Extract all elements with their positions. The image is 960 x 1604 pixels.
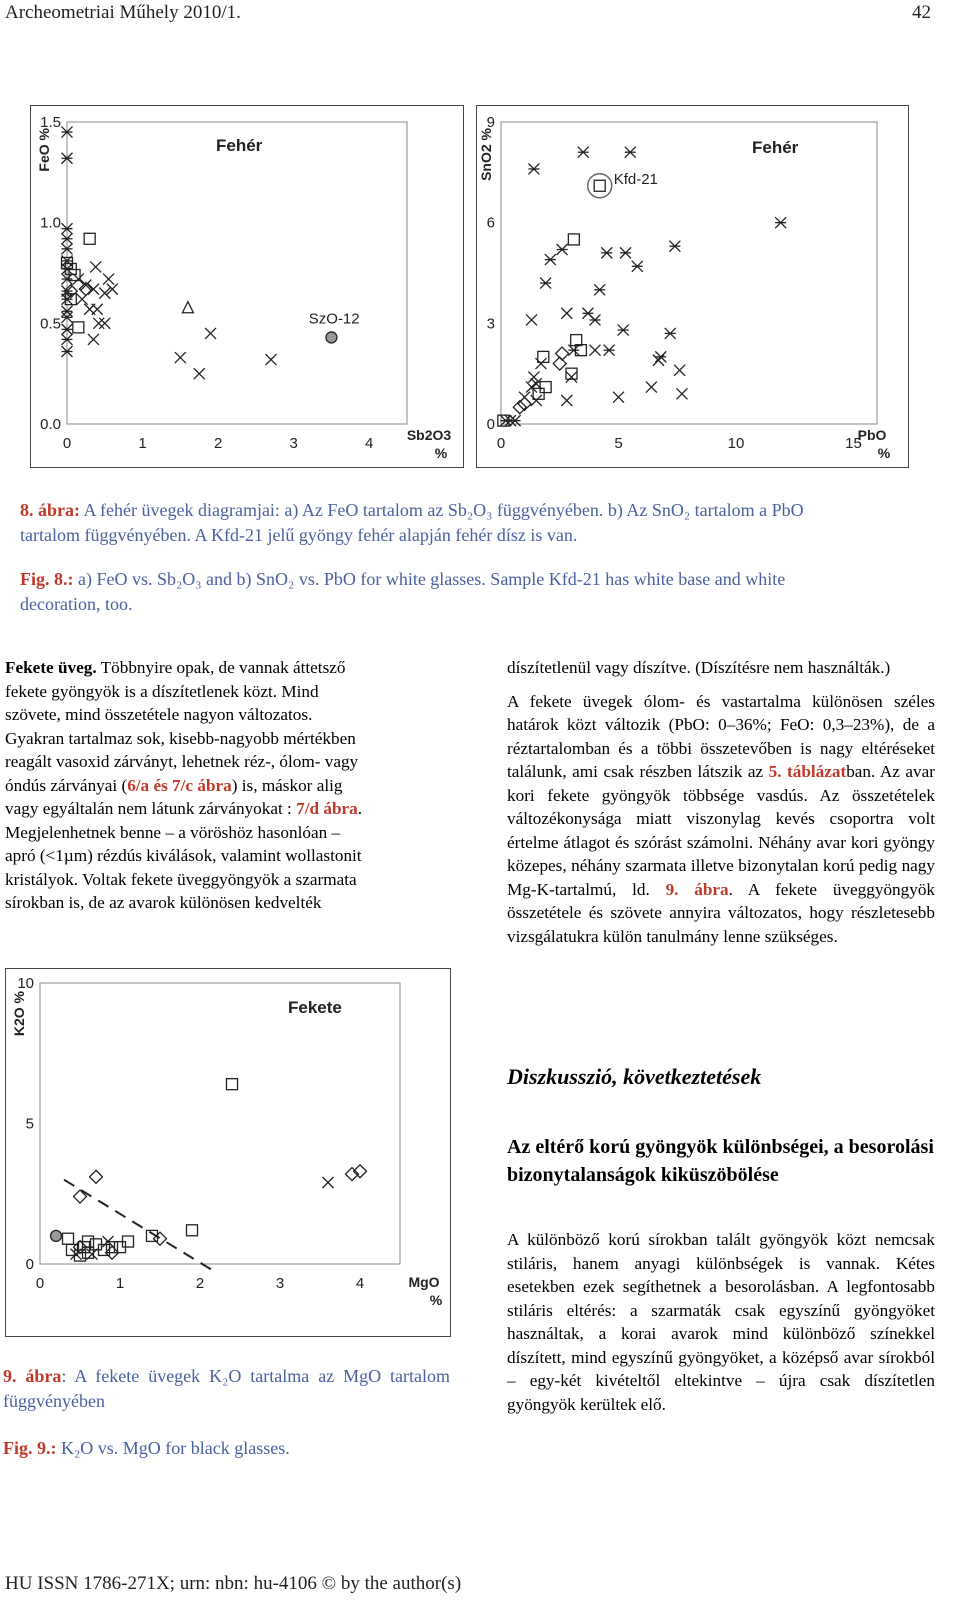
x-tick-label: 10 [727,435,745,452]
figure-9-label: 9. ábra [3,1366,62,1386]
page-number: 42 [912,2,931,23]
x-point [590,345,601,356]
text-line: Többnyire opak, de vannak áttetsző [100,658,346,677]
square-point [594,180,605,191]
x-tick-label: 1 [115,1275,125,1292]
x-axis-label: PbO [857,427,887,443]
star-point [632,261,643,272]
x-tick-label: 4 [365,435,374,452]
chart-title: Fekete [288,998,342,1017]
star-point [528,163,539,174]
footer-issn: HU ISSN 1786-271X; urn: nbn: hu-4106 © by the author(s) [5,1573,462,1594]
figure-reference[interactable]: 6/a és 7/c ábra [127,775,232,795]
x-point [323,1177,334,1188]
square-point [568,234,579,245]
table-reference[interactable]: 5. táblázat [768,762,847,781]
figure-9-caption-hu-text: : A fekete üvegek K₂O tartalma az MgO tartalom függvényében [3,1366,451,1411]
x-point [92,304,103,315]
x-point [175,352,186,363]
x-point [194,368,205,379]
right-column-text [507,656,935,958]
x-tick-label: 2 [195,1275,205,1292]
star-point [578,147,589,158]
y-tick-label: 0.5 [40,315,61,333]
plot-area [67,122,407,424]
plot-area [40,983,400,1264]
star-point [540,278,551,289]
star-point [655,351,666,362]
annotation-label: SzO-12 [308,310,360,328]
chart-8a [30,105,464,468]
chart-9 [5,968,451,1337]
text-line: ) is, máskor alig [231,775,343,795]
text-line: . [357,799,363,818]
x-point [535,358,546,369]
x-axis-unit: % [434,445,448,461]
x-axis-unit: % [877,445,891,461]
y-axis-label: SnO2 % [478,128,494,181]
plot-area [501,122,877,424]
square-point [187,1225,198,1236]
y-axis-label: K2O % [11,991,27,1037]
text-line: fekete gyöngyök is a díszítetlenek közt. Mind [5,681,319,701]
paragraph [507,690,935,949]
x-tick-label: 3 [275,1275,285,1292]
x-tick-label: 2 [213,435,223,452]
y-tick-label: 3 [486,315,495,333]
y-tick-label: 5 [25,1115,34,1133]
square-point [63,1233,74,1244]
x-point [73,274,84,285]
x-axis-unit: % [429,1292,443,1308]
square-point [84,233,95,244]
x-tick-label: 0 [35,1275,45,1292]
chart-8a-svg [31,106,463,467]
circle-point [326,332,337,343]
figure-8-caption-en-line1: a) FeO vs. Sb₂O₃ and b) SnO₂ vs. PbO for white glasses. Sample Kfd-21 has white base and white [78,569,786,589]
diamond-point [553,357,566,370]
diamond-point [556,347,569,360]
x-point [103,274,114,285]
x-tick-label: 1 [138,435,147,452]
highlight-circle [588,174,612,198]
y-tick-label: 10 [17,975,34,992]
text-line: óndús zárványai ( [5,775,128,795]
star-point [604,345,615,356]
star-point [620,247,631,258]
star-point [545,254,556,265]
subsection-title: Az eltérő korú gyöngyök különbségei, a besorolási bizonytalanságok kiküszöbölése [507,1136,934,1186]
x-tick-label: 0 [62,435,72,452]
figure-9-caption-en-text: K₂O vs. MgO for black glasses. [61,1438,290,1458]
x-point [674,365,685,376]
annotation-label: Kfd-21 [613,170,658,188]
y-tick-label: 9 [486,114,495,131]
x-point [561,308,572,319]
x-point [613,392,624,403]
x-tick-label: 15 [845,435,862,452]
text-line: Megjelenhetnek benne – a vöröshöz hasonlóan – [5,822,341,842]
paragraph-lead: Fekete üveg. [5,658,97,677]
x-point [526,314,537,325]
x-axis-label: Sb2O3 [406,427,452,443]
text-line: szövete, mind összetétele nagyon változatos. [5,705,313,724]
chart-title: Fehér [752,138,799,157]
paragraph-text: ban. Az avar kori fekete gyöngyök többsége vasdús. Az összetételek változékonysága miatt viszonylag kevés csoportra volt értelme átlagot és szórást számolni. Néhány avar kori gyöngy közepes, néhány szarmata illetve bizonytalan korú pedig nagy Mg-K-tartalmú, ld. [507,762,935,899]
star-point [557,244,568,255]
paragraph: díszítetlenül vagy díszítve. (Díszítésre nem használták.) [507,658,891,677]
star-point [568,345,579,356]
figure-reference[interactable]: 9. ábra [665,879,729,899]
paragraph-text: . A fekete üveggyöngyök összetétele és szövete annyira változatos, hogy részletesebb vizsgálatukra külön tanulmány lenne szükséges. [507,879,936,946]
square-point [73,322,84,333]
star-point [594,284,605,295]
x-point [646,382,657,393]
fig-9-label: Fig. 9.: [3,1438,57,1458]
x-point [266,354,277,365]
paragraph-text: A fekete üvegek ólom- és vastartalma különösen széles határok közt változik (PbO: 0–36%; FeO: 0,3–23%), de a réztartalomban és a többi összetevőben is nagy eltéréseket találunk, ami csak részben látszik az [507,691,935,781]
text-line: kristályok. Voltak fekete üveggyöngyök a szarmata [5,869,357,889]
figure-reference[interactable]: 7/d ábra [296,799,358,818]
chart-8b [476,105,909,468]
diamond-point [154,1232,167,1245]
y-tick-label: 1.5 [40,114,61,131]
x-point [90,261,101,272]
text-line: reagált vasoxid zárványt, lehetnek réz-, ólom- vagy [5,752,359,771]
x-axis-label: MgO [408,1274,440,1290]
journal-header: Archeometriai Műhely 2010/1. [5,2,241,23]
x-point [561,395,572,406]
text-line: vagy egyáltalán nem látunk zárványokat : [5,799,297,818]
square-point [227,1079,238,1090]
x-point [99,318,110,329]
x-tick-label: 3 [289,435,298,452]
left-column-text [5,656,432,915]
x-tick-label: 5 [614,435,623,452]
figure-9-caption-hu [3,1364,450,1414]
y-tick-label: 6 [486,214,495,232]
text-line: sírokban is, de az avarok különösen kedvelték [5,893,322,912]
figure-9-caption-en [3,1436,450,1461]
diamond-point [90,1170,103,1183]
y-axis-label: FeO % [36,128,52,172]
x-point [93,318,104,329]
chart-9-svg [6,969,450,1336]
section-title: Diszkusszió, következtetések [507,1064,762,1089]
figure-8-caption-hu-line1: A fehér üvegek diagramjai: a) Az FeO tartalom az Sb₂O₃ függvényében. b) Az SnO₂ tartalom a PbO [83,500,804,520]
x-tick-label: 0 [496,435,506,452]
text-line: apró (<1µm) rézdús kiválások, valamint wollastonit [5,846,362,865]
chart-title: Fehér [216,136,263,155]
star-point [665,328,676,339]
x-point [676,388,687,399]
chart-8b-svg [477,106,908,467]
figure-8-caption-hu-line2: tartalom függvényében. A Kfd-21 jelű gyöngy fehér alapján fehér dísz is van. [20,525,578,545]
star-point [618,325,629,336]
star-point [625,147,636,158]
figure-8-caption-hu [20,498,945,548]
figure-8-label: 8. ábra: [20,500,80,520]
square-point [571,335,582,346]
circle-point [51,1230,62,1241]
text-line: Gyakran tartalmaz sok, kisebb-nagyobb mértékben [5,728,356,748]
fig-8-label: Fig. 8.: [20,569,74,589]
star-point [590,314,601,325]
star-point [669,241,680,252]
figure-8-caption-en [20,567,945,617]
y-tick-label: 0 [486,416,495,433]
x-point [531,395,542,406]
x-point [566,372,577,383]
paragraph: A különböző korú sírokban talált gyöngyök közt nemcsak stiláris, hanem anyagi különbségek is vannak. Kétes esetekben ezek segíthetnek a besorolásban. A legfontosabb stiláris eltérés: a szarmaták csak egyszínű gyöngyöket használtak, a korai avarok mind különböző színekkel díszített, mind egyszínű gyöngyöket, a középső avar sírokból – egy-két kivételtől eltekintve – újra csak díszítetlen gyöngyök kerültek elő. [507,1230,935,1414]
x-point [88,334,99,345]
figure-8-caption-en-line2: decoration, too. [20,594,133,614]
y-tick-label: 0 [25,1256,34,1273]
star-point [601,247,612,258]
triangle-point [182,302,193,313]
y-tick-label: 0.0 [40,416,61,433]
square-point [540,382,551,393]
y-tick-label: 1.0 [40,214,61,232]
x-point [205,328,216,339]
star-point [775,217,786,228]
x-tick-label: 4 [355,1275,365,1292]
